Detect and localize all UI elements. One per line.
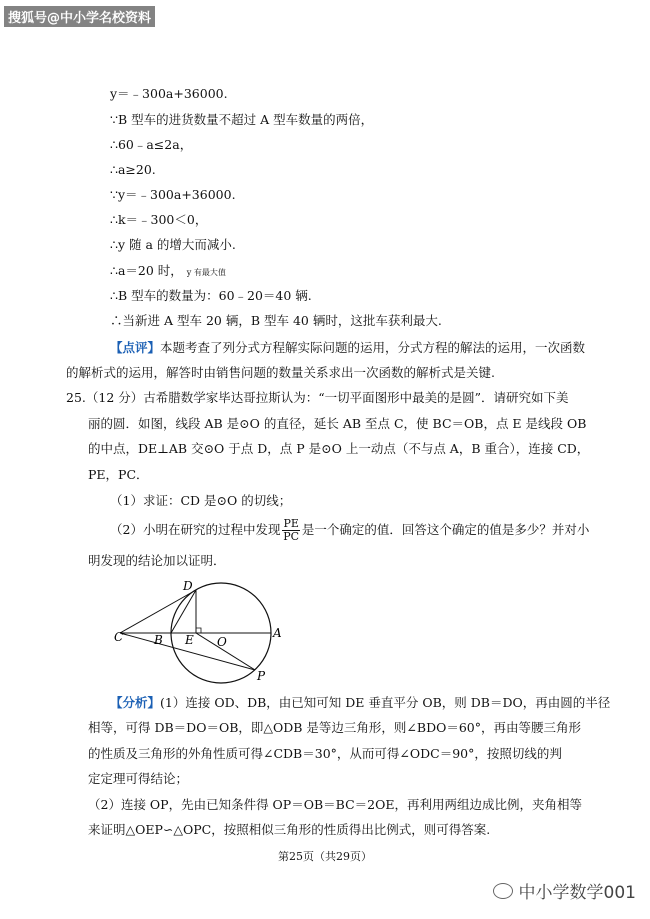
wechat-icon (493, 883, 513, 899)
solution-line: ∵B 型车的进货数量不超过 A 型车数量的两倍， (110, 112, 374, 127)
question-2 (110, 518, 589, 543)
analysis-line: （2）连接 OP，先由已知条件得 OP＝OB＝BC＝2OE，再利用两组边成比例，夹角相等 (88, 797, 582, 812)
label-d: D (183, 579, 193, 593)
question-2-post: 是一个确定的值．回答这个确定的值是多少？并对小 (301, 522, 590, 537)
solution-line: ∴B 型车的数量为：60﹣20＝40 辆. (110, 288, 312, 303)
line-cd (120, 590, 196, 633)
comment-tag: 【点评】 (110, 340, 161, 355)
label-p: P (257, 669, 266, 683)
solution-line (110, 263, 226, 281)
question-2-pre: （2）小明在研究的过程中发现 (110, 522, 281, 537)
bottom-watermark (493, 878, 636, 903)
problem-number: 25. (66, 390, 86, 405)
bottom-watermark-text: 中小学数学001 (518, 883, 636, 903)
question-1: （1）求证：CD 是⊙O 的切线； (110, 493, 292, 508)
solution-line: ∵y＝﹣300a+36000. (110, 187, 236, 202)
line-db (171, 590, 196, 633)
label-e: E (185, 633, 194, 647)
label-b: B (154, 633, 163, 647)
solution-line: ∴y 随 a 的增大而减小. (110, 237, 236, 252)
watermark-top: 搜狐号@中小学名校资料 (4, 6, 155, 27)
page-footer: 第25页（共29页） (278, 850, 372, 863)
label-c: C (114, 630, 124, 644)
solution-line: ∴a≥20. (110, 162, 156, 177)
analysis-line: 的性质及三角形的外角性质可得∠CDB＝30°，从而可得∠ODC＝90°，按照切线的判 (88, 746, 562, 761)
problem-line (66, 390, 569, 406)
analysis-line (110, 695, 610, 711)
question-2-line2: 明发现的结论加以证明． (88, 553, 226, 568)
comment-line: 的解析式的运用，解答时由销售问题的数量关系求出一次函数的解析式是关键. (66, 365, 495, 380)
fraction-numerator: PE (283, 517, 299, 530)
comment-text: 本题考查了列分式方程解实际问题的运用，分式方程的解法的运用，一次函数 (160, 340, 586, 355)
solution-line: y＝﹣300a+36000. (110, 86, 228, 101)
problem-text: （12 分）古希腊数学家毕达哥拉斯认为：“一切平面图形中最美的是圆”．请研究如下美 (85, 390, 569, 405)
label-a: A (273, 626, 282, 640)
problem-line: 的中点，DE⊥AB 交⊙O 于点 D，点 P 是⊙O 上一动点（不与点 A，B 重合），连接 CD， (88, 441, 590, 456)
analysis-line: 定定理可得结论； (88, 771, 189, 786)
analysis-text: (1）连接 OD、DB，由已知可知 DE 垂直平分 OB，则 DB＝DO，再由圆的半径 (160, 695, 611, 710)
right-angle-mark (196, 628, 201, 633)
solution-line: ∴60﹣a≤2a， (110, 137, 193, 152)
fraction-denominator: PC (283, 530, 300, 543)
analysis-line: 来证明△OEP∽△OPC，按照相似三角形的性质得出比例式，则可得答案. (88, 822, 491, 837)
analysis-line: 相等，可得 DB＝DO＝OB，即△ODB 是等边三角形，则∠BDO＝60°，再由等腰三角形 (88, 720, 582, 735)
analysis-tag: 【分析】 (110, 695, 161, 710)
geometry-figure (114, 578, 294, 688)
solution-line: ∴k＝﹣300＜0， (110, 212, 208, 227)
max-value-note: y 有最大值 (186, 268, 226, 277)
solution-text: ∴a＝20 时， (110, 263, 183, 278)
fraction-pe-pc (282, 518, 299, 543)
solution-line: ∴当新进 A 型车 20 辆，B 型车 40 辆时，这批车获利最大. (110, 313, 442, 328)
label-o: O (217, 635, 227, 649)
problem-line: 丽的圆．如图，线段 AB 是⊙O 的直径，延长 AB 至点 C，使 BC＝OB，点 E 是线段 OB (88, 416, 587, 431)
problem-line: PE，PC． (88, 467, 149, 482)
comment-line (110, 340, 585, 356)
